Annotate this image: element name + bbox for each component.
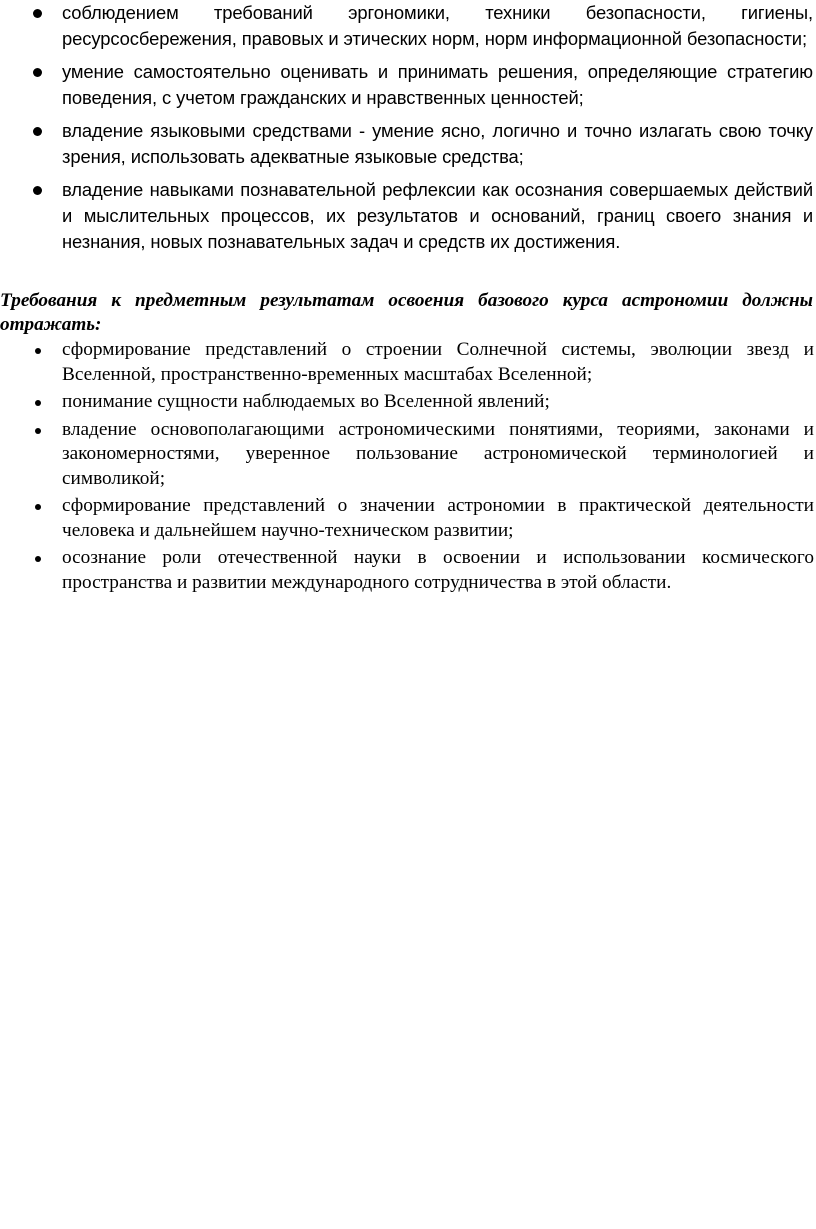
list-item	[0, 390, 816, 415]
bullet-icon	[33, 127, 42, 136]
list-item	[0, 418, 816, 492]
list-item	[0, 494, 816, 543]
bullet-icon	[33, 68, 42, 77]
list-item	[0, 177, 816, 255]
list-item	[0, 546, 816, 595]
bullet-icon	[35, 400, 41, 406]
list-item-text: понимание сущности наблюдаемых во Вселенной явлений;	[62, 391, 550, 412]
bullet-icon	[35, 504, 41, 510]
list-item-text: владение основополагающими астрономическими понятиями, теориями, законами и закономерностями, уверенное пользование астрономической терминологией и символикой;	[62, 418, 814, 489]
list-item-text: осознание роли отечественной науки в освоении и использовании космического пространства и развитии международного сотрудничества в этой области.	[62, 547, 814, 593]
list-item-text: умение самостоятельно оценивать и принимать решения, определяющие стратегию поведения, с учетом гражданских и нравственных ценностей;	[62, 61, 813, 108]
bullet-icon	[35, 556, 41, 562]
subject-results-list	[0, 338, 816, 598]
list-item-text: сформирование представлений о значении астрономии в практической деятельности человека и дальнейшем научно-техническом развитии;	[62, 495, 814, 541]
list-item	[0, 118, 816, 170]
list-item	[0, 338, 816, 387]
list-item-text: сформирование представлений о строении Солнечной системы, эволюции звезд и Вселенной, пространственно-временных масштабах Вселенной;	[62, 339, 814, 385]
list-item	[0, 59, 816, 111]
list-item-text: владение навыками познавательной рефлексии как осознания совершаемых действий и мыслительных процессов, их результатов и оснований, границ своего знания и незнания, новых познавательных задач и средств их достижения.	[62, 179, 813, 252]
bullet-icon	[35, 348, 41, 354]
bullet-icon	[33, 9, 42, 18]
list-item-text: владение языковыми средствами - умение ясно, логично и точно излагать свою точку зрения, использовать адекватные языковые средства;	[62, 120, 813, 167]
bullet-icon	[35, 428, 41, 434]
list-item-text: соблюдением требований эргономики, техники безопасности, гигиены, ресурсосбережения, правовых и этических норм, норм информационной безопасности;	[62, 2, 813, 49]
bullet-icon	[33, 186, 42, 195]
list-item	[0, 0, 816, 52]
competency-list	[0, 0, 816, 262]
section-heading: Требования к предметным результатам освоения базового курса астрономии должны отражать:	[0, 290, 813, 335]
